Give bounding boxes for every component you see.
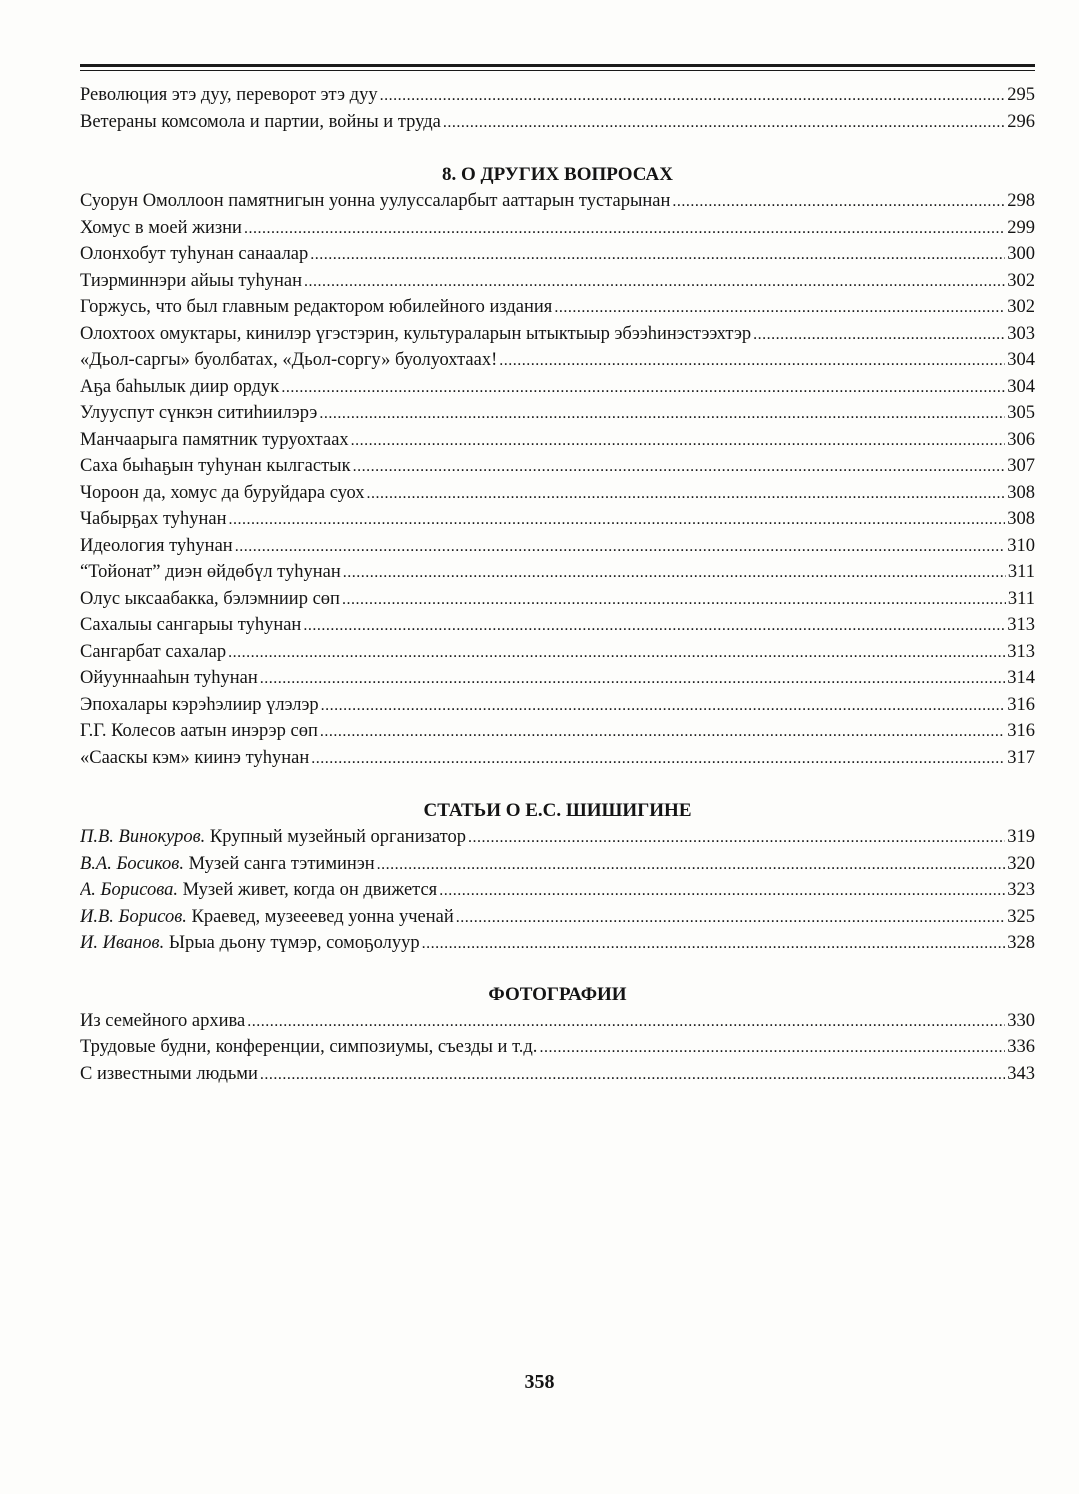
toc-entry-title: Чабырҕах туhунан: [80, 509, 227, 529]
toc-entry-title: Ойууннааhын туhунан: [80, 668, 258, 688]
toc-entry-author: И. Иванов.: [80, 933, 165, 953]
toc-entry-title: [80, 851, 375, 878]
leader-dots: [343, 560, 1006, 586]
leader-dots: [320, 719, 1005, 745]
toc-entry: [80, 612, 1035, 639]
toc-entry: [80, 904, 1035, 931]
leader-dots: [672, 189, 1005, 215]
toc-entry-title: Трудовые будни, конференции, симпозиумы, съезды и т.д.: [80, 1037, 538, 1057]
toc-entry: [80, 427, 1035, 454]
toc-entry-page: 308: [1007, 509, 1035, 529]
toc-entry-page: 307: [1007, 456, 1035, 476]
toc-entry: [80, 400, 1035, 427]
section-heading-other-questions: 8. О ДРУГИХ ВОПРОСАХ: [442, 164, 673, 185]
toc-entry: [80, 453, 1035, 480]
leader-dots: [310, 242, 1005, 268]
toc-entry-author: А. Борисова.: [80, 880, 178, 900]
leader-dots: [353, 454, 1006, 480]
toc-entry-page: 343: [1007, 1063, 1035, 1084]
section-heading-photos: ФОТОГРАФИИ: [488, 983, 627, 1005]
leader-dots: [367, 481, 1006, 507]
toc-entry: [80, 82, 1035, 109]
toc-entry-title: Эпохалары кэрэhэлиир үлэлэр: [80, 694, 319, 715]
toc-entry: [80, 718, 1035, 745]
toc-entry: [80, 374, 1035, 401]
toc-entry-page: 311: [1007, 588, 1035, 609]
toc-entry-page: 310: [1007, 535, 1035, 556]
toc-entry-title: [80, 930, 420, 957]
toc-entry-title: Олохтоох омуктары, кинилэр үгэстэрин, культураларын ытыктыыр эбээhинэстээхтэр: [80, 323, 752, 344]
toc-entry: [80, 215, 1035, 242]
leader-dots: [319, 401, 1005, 427]
toc-entry-page: 303: [1007, 323, 1035, 344]
toc-entry-page: 317: [1007, 747, 1035, 768]
header-rule: [80, 64, 1035, 71]
toc-entry: [80, 639, 1035, 666]
toc-entry-page: 304: [1007, 350, 1035, 370]
toc-entry-title-text: Крупный музейный организатор: [209, 827, 466, 847]
leader-dots: [443, 110, 1005, 136]
leader-dots: [260, 1062, 1005, 1088]
toc-entry-page: 306: [1007, 429, 1035, 450]
toc-entry-title: Революция этэ дуу, переворот этэ дуу: [80, 85, 378, 105]
toc-entry-page: 319: [1007, 827, 1035, 847]
toc-entry-title: Улууспут сүнкэн ситиhиилэрэ: [80, 403, 318, 423]
toc-entry: [80, 506, 1035, 533]
toc-entry: [80, 268, 1035, 295]
toc-entry-page: 323: [1007, 880, 1035, 900]
page-number: 358: [524, 1371, 555, 1393]
toc-entry-title: Тиэрминнэри айыы туhунан: [80, 270, 302, 291]
toc-entry-page: 316: [1007, 721, 1035, 741]
toc-entry-page: 316: [1007, 694, 1035, 715]
table-of-contents: [80, 82, 1035, 1087]
toc-entry-page: 330: [1007, 1010, 1035, 1031]
toc-photos-list: [80, 1008, 1035, 1088]
leader-dots: [260, 666, 1005, 692]
toc-entry-page: 320: [1007, 853, 1035, 874]
toc-entry: [80, 745, 1035, 772]
toc-entry-title: С известными людьми: [80, 1063, 258, 1084]
toc-entry: [80, 930, 1035, 957]
toc-entry-page: 302: [1007, 297, 1035, 317]
toc-entry: [80, 1008, 1035, 1035]
leader-dots: [499, 348, 1005, 374]
toc-entry-title: Идеология туhунан: [80, 535, 233, 556]
leader-dots: [539, 1035, 1005, 1061]
toc-entry-title-text: Музей санга тэтиминэн: [188, 853, 375, 874]
toc-entry-title: Ветераны комсомола и партии, войны и труда: [80, 111, 441, 132]
toc-entry-page: 296: [1007, 111, 1035, 132]
toc-entry: [80, 851, 1035, 878]
leader-dots: [342, 587, 1006, 613]
leader-dots: [380, 83, 1006, 109]
toc-entry-title: Сангарбат сахалар: [80, 641, 227, 662]
toc-entry-title: Чороон да, хомус да буруйдара суох: [80, 482, 365, 503]
toc-entry-title: Горжусь, что был главным редактором юбилейного издания: [80, 297, 553, 317]
toc-other-list: [80, 188, 1035, 771]
toc-entry: [80, 824, 1035, 851]
leader-dots: [456, 905, 1006, 931]
toc-entry: [80, 347, 1035, 374]
toc-entry: [80, 1061, 1035, 1088]
leader-dots: [468, 825, 1005, 851]
toc-entry-page: 311: [1007, 562, 1035, 582]
toc-entry-page: 314: [1007, 668, 1035, 688]
toc-entry-title: Олус ыксаабакка, бэлэмниир сөп: [80, 588, 340, 609]
toc-articles-list: [80, 824, 1035, 957]
toc-entry-page: 300: [1007, 244, 1035, 264]
toc-entry-title: [80, 824, 466, 851]
leader-dots: [304, 269, 1005, 295]
leader-dots: [351, 428, 1006, 454]
toc-top-list: [80, 82, 1035, 135]
toc-entry: [80, 480, 1035, 507]
leader-dots: [311, 746, 1005, 772]
leader-dots: [235, 534, 1006, 560]
toc-entry-title-text: Краевед, музееевед уонна ученай: [191, 906, 454, 927]
toc-entry-author: И.В. Борисов.: [80, 906, 187, 927]
toc-entry: [80, 109, 1035, 136]
toc-entry-title: «Дьол-саргы» буолбатах, «Дьол-соргу» буолуохтаах!: [80, 350, 498, 370]
toc-entry-title: [80, 877, 437, 904]
leader-dots: [281, 375, 1005, 401]
toc-entry-page: 336: [1007, 1037, 1035, 1057]
toc-entry: [80, 241, 1035, 268]
toc-entry-title-text: Музей живет, когда он движется: [182, 880, 438, 900]
toc-entry-author: П.В. Винокуров.: [80, 827, 206, 847]
leader-dots: [554, 295, 1005, 321]
toc-entry-title: Хомус в моей жизни: [80, 217, 242, 238]
leader-dots: [228, 640, 1005, 666]
toc-entry-page: 299: [1007, 217, 1035, 238]
toc-entry-title: Манчаарыга памятник туруохтаах: [80, 429, 349, 450]
toc-entry: [80, 294, 1035, 321]
toc-entry: [80, 692, 1035, 719]
leader-dots: [244, 216, 1005, 242]
leader-dots: [229, 507, 1006, 533]
toc-entry-page: 328: [1007, 933, 1035, 953]
toc-entry-title: Из семейного архива: [80, 1010, 246, 1031]
toc-entry-title: Г.Г. Колесов аатын инэрэр сөп: [80, 721, 318, 741]
toc-entry: [80, 1034, 1035, 1061]
leader-dots: [247, 1009, 1005, 1035]
toc-entry-page: 325: [1007, 906, 1035, 927]
section-heading-articles: СТАТЬИ О Е.С. ШИШИГИНЕ: [423, 800, 692, 821]
toc-entry-title: Олонхобут туhунан санаалар: [80, 244, 309, 264]
toc-entry-page: 305: [1007, 403, 1035, 423]
toc-entry: [80, 877, 1035, 904]
leader-dots: [753, 322, 1005, 348]
toc-entry-title: Сахалыы сангарыы туhунан: [80, 615, 302, 635]
toc-entry: [80, 533, 1035, 560]
toc-entry-title: [80, 904, 454, 931]
toc-entry-page: 313: [1007, 615, 1035, 635]
toc-entry: [80, 665, 1035, 692]
toc-entry-title-text: Ырыа дьону түмэр, сомоҕолуур: [168, 933, 420, 953]
toc-entry-author: В.А. Босиков.: [80, 853, 184, 874]
toc-entry: [80, 559, 1035, 586]
toc-entry-title: Аҕа баhылык диир ордук: [80, 376, 280, 397]
toc-entry: [80, 321, 1035, 348]
toc-entry-title: “Тойонат” диэн өйдөбүл туhунан: [80, 562, 341, 582]
toc-entry-page: 298: [1007, 191, 1035, 211]
toc-entry-title: Саха быhаҕын туhунан кылгастык: [80, 456, 351, 476]
toc-entry-page: 304: [1007, 376, 1035, 397]
toc-entry-page: 295: [1007, 85, 1035, 105]
toc-entry-title: Суорун Омоллоон памятнигын уонна уулуссаларбыт ааттарын тустарынан: [80, 191, 671, 211]
leader-dots: [439, 878, 1005, 904]
toc-entry-page: 302: [1007, 270, 1035, 291]
toc-entry: [80, 188, 1035, 215]
toc-entry-title: «Сааскы кэм» киинэ туhунан: [80, 747, 310, 768]
leader-dots: [321, 693, 1006, 719]
leader-dots: [422, 931, 1006, 957]
toc-entry: [80, 586, 1035, 613]
toc-entry-page: 313: [1007, 641, 1035, 662]
leader-dots: [303, 613, 1005, 639]
leader-dots: [377, 852, 1006, 878]
toc-entry-page: 308: [1007, 482, 1035, 503]
